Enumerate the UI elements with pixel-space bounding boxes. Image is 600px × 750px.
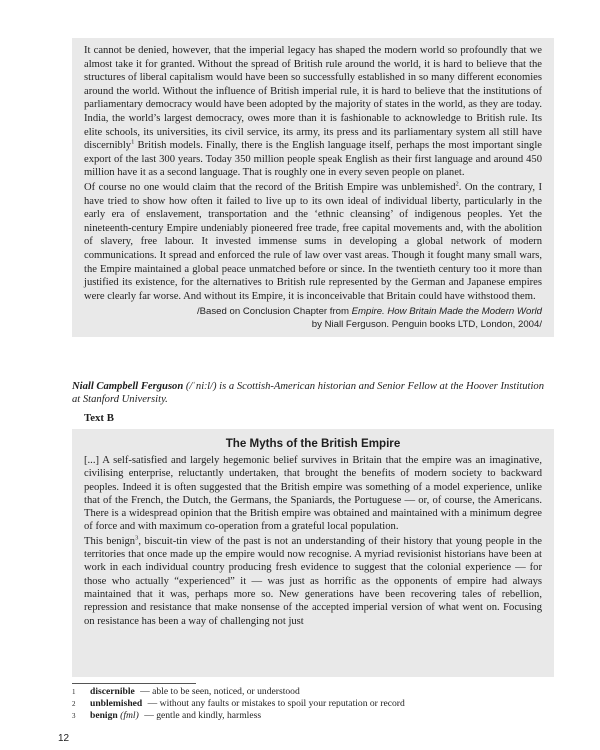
text-b-paragraph-2: This benign$^3$, biscuit-tin view of the past is not an understanding of their history that young people in the territories that once made up the empire would now recognise. A myriad revisionist historians have been at work in each individual country producing fresh evidence to suggest that the colonial experience — for those who actually “experienced” it — was just as horrific as the opponents of empire had always maintained that it was, perhaps more so. New generations have been recovering tales of rebellion, repression and resistance that make nonsense of the accepted imperial version of what went on. Focusing on resistance has been a way of challenging not just	[84, 534, 542, 627]
source-book-title: Empire. How Britain Made the Modern World	[351, 306, 542, 318]
text-b-title: The Myths of the British Empire	[225, 437, 401, 450]
footnote-divider	[72, 683, 196, 684]
page-number: 12	[58, 733, 70, 744]
footnote-ref-3: 3	[135, 534, 139, 542]
author-pronunciation: (/ˈniːl/)	[185, 381, 217, 392]
text-b-paragraph-1: [...] A self-satisfied and largely hegemonic belief survives in Britain that the empire was an imaginative, civilising enterprise, reluctantly undertaken, that brought the benefits of modern society to backward peoples. Indeed it is often suggested that the British empire was something of a model experience, unlike that of the French, the Dutch, the Germans, the Spaniards, the Portuguese — or, of course, the Americans. There is a widespread opinion that the British empire was obtained and maintained with a minimum degree of force and with maximum co-operation from a grateful local population.	[84, 455, 542, 533]
text-a-paragraph-1: It cannot be denied, however, that the imperial legacy has shaped the modern world so profoundly that we almost take it for granted. Without the spread of British rule around the world, it is hard to believe that the structures of liberal capitalism would have been so successfully established in so many different economies around the world. Without the influence of British imperial rule, it is hard to believe that the institutions of parliamentary democracy would have been adopted by the majority of states in the world, as they are today. India, the world’s largest democracy, owes more than it is fashionable to acknowledge to British rule. Its elite schools, its universities, its civil service, its army, its press and its parliamentary system all still have discernibly$^1$ British models. Finally, there is the English language itself, perhaps the most important single export of the last 300 years. Today 350 million people speak English as their first language and around 450 million have it as a second language. That is roughly one in every seven people on planet.	[84, 45, 542, 179]
footnote-3: 3 benign (fml) — gentle and kindly, harmless	[72, 710, 262, 721]
footnote-2: 2 unblemished — without any faults or mistakes to spoil your reputation or record	[72, 698, 405, 709]
footnotes	[72, 686, 554, 722]
text-b-label: Text B	[84, 412, 114, 424]
author-name: Niall Campbell Ferguson	[72, 381, 184, 392]
text-a-paragraph-2: Of course no one would claim that the record of the British Empire was unblemished$^2$. On the contrary, I have tried to show how often it failed to live up to its own ideal of individual liberty, particularly in the early era of enslavement, transportation and the ‘ethnic cleansing’ of indigenous peoples. Yet the nineteenth-century Empire undeniably pioneered free trade, free capital movements and, with the abolition of slavery, free labour. It invested immense sums in developing a global network of modern communications. It spread and enforced the rule of law over vast areas. Though it fought many small wars, the Empire maintained a global peace unmatched before or since. In the twentieth century too it more than justified its existence, for the alternatives to British rule represented by the German and Japanese empires were clearly far worse. And without its Empire, it is inconceivable that Britain could have withstood them.	[84, 180, 542, 302]
footnote-ref-2: 2	[455, 180, 459, 188]
text-b-box	[72, 429, 554, 677]
source-citation: /Based on Conclusion Chapter from Empire. How Britain Made the Modern World by Niall Ferguson. Penguin books LTD, London, 2004/	[196, 306, 542, 330]
footnote-1: 1 discernible — able to be seen, noticed, or understood	[72, 686, 300, 697]
footnote-ref-1: 1	[131, 138, 135, 146]
author-note: Niall Campbell Ferguson (/ˈniːl/) is a Scottish-American historian and Senior Fellow at the Hoover Institution at Stanford University.	[72, 381, 545, 406]
text-a-box	[72, 38, 554, 337]
